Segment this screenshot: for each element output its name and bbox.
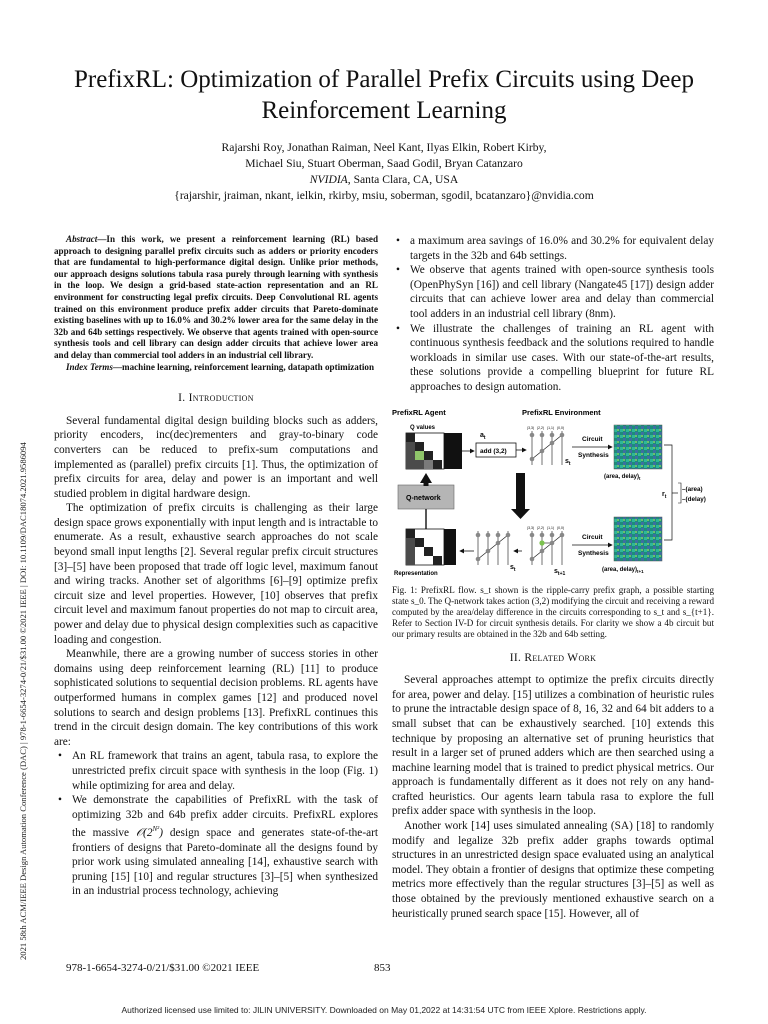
representation-grid: [406, 529, 456, 565]
synthesized-circuit-bottom: [614, 517, 662, 561]
prefix-graph-st1: [527, 526, 565, 577]
transition-arrow-shaft: [516, 473, 525, 511]
author-line-2: Michael Siu, Stuart Oberman, Saad Godil, Bryan Catanzaro: [245, 157, 523, 170]
reward-area: –(area): [682, 485, 703, 493]
figure-caption: Fig. 1: PrefixRL flow. s_t shown is the ripple-carry prefix graph, a possible starting state s_0. The Q-network takes action (3,2) modifying the circuit and receiving a reward computed by the area/delay difference in the circuits corresponding to s_t and s_{t+1}. Refer to Section IV-D for circuit synthesis details. For clarity we show a 4b circuit but our primary results are obtained in the 32b and 64b setting.: [392, 584, 714, 640]
node-label-st1-2: (2,2): [537, 525, 544, 530]
intro-paragraph-2: The optimization of prefix circuits is challenging as their large design space grows exponentially with input length and is intractable to enumerate. As a result, exhaustive search approaches do not scale beyond small input lengths [2]. Several regular prefix circuit structures [3]–[5] have been proposed that trade off logic level, maximum fanout and wiring tracks. Another set of algorithms [6]–[9] optimize prefix circuit size and level properties. However, [10] observes that prefix circuit level and maximum fanout properties do not map to circuit area, power and delay due to physical design complexities such as capacitive loading and congestion.: [54, 502, 378, 646]
representation-label: Representation: [394, 570, 438, 577]
author-block: [60, 140, 708, 204]
q-network-label: Q-network: [406, 494, 441, 502]
state-st1-label: $s_{t+1}$: [554, 567, 566, 577]
affiliation: [60, 172, 708, 188]
complexity-math: [136, 827, 163, 839]
section-heading-related-work: II. Related Work: [509, 651, 597, 664]
reward-symbol: $r_t$: [662, 490, 667, 500]
intro-paragraph-3: Meanwhile, there are a growing number of success stories in other domains using deep reinforcement learning (RL) [11] to produce sophisticated solutions to sequential decision problems. RL agents have outperformed humans in complex games [12] and produced novel solutions to search and design problems [13]. PrefixRL continues this trend in the circuit design domain. The key contributions of this work are:: [54, 648, 378, 748]
author-emails: {rajarshir, jraiman, nkant, ielkin, rkirby, msiu, soberman, sgodil, bcatanzaro}@nvidia.com: [174, 189, 594, 202]
contribution-item-2: [54, 793, 378, 899]
footer-isbn: 978-1-6654-3274-0/21/$31.00 ©2021 IEEE: [66, 962, 260, 974]
q-values-label: Q values: [410, 424, 436, 431]
section-heading-introduction: I. Introduction: [178, 392, 254, 405]
index-terms-label: Index Terms: [66, 361, 113, 372]
environment-heading: PrefixRL Environment: [522, 407, 601, 417]
paper-title: PrefixRL: Optimization of Parallel Prefix Circuits using Deep Reinforcement Learning: [73, 66, 695, 124]
node-label-st1-4: (0,0): [557, 525, 564, 530]
contributions-list-continued: [392, 234, 714, 395]
node-label-st-2: (2,2): [537, 425, 544, 430]
q-values-grid: [406, 433, 462, 469]
circuit-label-bottom: Circuit: [582, 533, 603, 541]
state-st-label: $s_t$: [565, 457, 571, 467]
agent-heading: PrefixRL Agent: [392, 407, 446, 417]
affiliation-location: , Santa Clara, CA, USA: [347, 173, 459, 186]
page-number: 853: [374, 962, 391, 974]
node-label-st-3: (1,1): [547, 425, 554, 430]
contribution-2-text-b: design space and generates state-of-the-art frontiers of designs that Pareto-dominate all the designs found by prior work using simulated annealing [14], exhaustive search with pruning [15] [10] and regular structures [3]–[5] when synthesized in an industrial process technology, achieving: [72, 827, 378, 898]
synthesis-label-top: Synthesis: [578, 451, 609, 459]
synthesis-label-bottom: Synthesis: [578, 549, 609, 557]
area-delay-top: (area, $delay)_t$: [604, 473, 641, 481]
license-notice: Authorized licensed use limited to: JILIN UNIVERSITY. Downloaded on May 01,2022 at 14:31:54 UTC from IEEE Xplore. Restrictions apply.: [121, 1005, 647, 1015]
area-delay-bottom: (area, $delay)_{t+1}$: [602, 566, 644, 574]
affiliation-org: NVIDIA: [309, 173, 348, 186]
prefixrl-flow-diagram: [392, 405, 714, 581]
state-st-label-bottom: $s_t$: [510, 563, 516, 573]
contributions-list: [54, 749, 378, 899]
complexity-base: 𝒪(2: [135, 827, 153, 840]
node-label-st-4: (0,0): [557, 425, 564, 430]
left-column: [54, 234, 378, 899]
node-label-st-1: (3,3): [527, 425, 534, 430]
contribution-item-2-continued: • a maximum area savings of 16.0% and 30.2% for equivalent delay targets in the 32b and 64b settings.: [392, 234, 714, 263]
abstract: [54, 234, 378, 362]
contribution-2-text-a: We demonstrate the capabilities of PrefixRL with the task of optimizing 32b and 64b prefix adder circuits. PrefixRL explores the massive: [72, 794, 378, 840]
related-paragraph-1: Several approaches attempt to optimize the prefix circuits directly for area, power and delay. [15] utilizes a combination of heuristic rules to prune the intractable design space of 8, 16, 32 and 64 bit adders to a small subset that can be exhaustively searched. [10] extends this technique by proposing an alternative set of pruning heuristics that result in a larger set of pruned adders which are then searched using a machine learning model that is trained to predict physical metrics. Our approach is fundamentally different as it does not rely on any hand-crafted heuristics. Our agents learn tabula rasa to explore the full prefix adder space with synthesis in the loop.: [392, 674, 714, 818]
node-label-st1-1: (3,3): [527, 525, 534, 530]
node-label-st1-3: (1,1): [547, 525, 554, 530]
abstract-text: —In this work, we present a reinforcement learning (RL) based approach to designing parallel prefix circuits such as adders or priority encoders that are fundamental to high-performance digital design. Unlike prior methods, our approach designs solutions tabula rasa purely through learning with synthesis in the loop. We design a grid-based state-action representation and an RL environment for constructing legal prefix circuits. Deep Convolutional RL agents trained on this environment produce prefix adder circuits that Pareto-dominate existing baselines with up to 16.0% and 30.2% lower area for the same delay in the 32b and 64b settings respectively. We observe that agents trained with open-source synthesis tools and cell library can design adder circuits that achieve lower area and delay than commercial tool adders in an industrial cell library.: [54, 234, 378, 360]
action-label: add (3,2): [480, 447, 507, 455]
contribution-item-3: • We observe that agents trained with open-source synthesis tools (OpenPhySyn [16]) and cell library (Nangate45 [17]) design adder circuits that can achieve lower area and delay than commercial tool adders in an industrial cell library (8nm).: [392, 263, 714, 321]
right-column: [392, 234, 714, 921]
complexity-exponent: N²: [152, 825, 160, 834]
synthesized-circuit-top: [614, 425, 662, 469]
prefix-graph-st-bottom: [476, 531, 516, 573]
index-terms-text: —machine learning, reinforcement learning, datapath optimization: [112, 361, 375, 372]
related-paragraph-2: Another work [14] uses simulated annealing (SA) [18] to randomly modify and legalize 32b prefix adder graphs towards optimal structures in an unrestricted design space evaluated using an analytical model. They obtain a frontier of designs that optimize these competing metrics more effectively than the regular structures [3]–[5] as well as those obtained by the previously mentioned exhaustive search on a heuristically pruned search space [15]. However, all of: [392, 820, 714, 920]
intro-paragraph-1: Several fundamental digital design building blocks such as adders, priority encoders, inc(dec)rementers and gray-to-binary code converters can be reduced to prefix-sum computations and implemented as (parallel) prefix circuits [1]. Thus, the optimization of prefix circuits for area, delay and power is an important and well studied problem in digital hardware design.: [54, 414, 378, 500]
reward-delay: –(delay): [682, 495, 706, 503]
abstract-label: Abstract: [66, 234, 98, 244]
transition-arrow-head: [511, 509, 530, 519]
figure-prefixrl-flow: [392, 405, 714, 581]
author-line-1: Rajarshi Roy, Jonathan Raiman, Neel Kant, Ilyas Elkin, Robert Kirby,: [221, 141, 547, 154]
contribution-item-4: • We illustrate the challenges of training an RL agent with continuous synthesis feedback and the solutions required to handle workloads in similar use cases. With our state-of-the-art results, these solutions provide a compelling blueprint for future RL approaches to design automation.: [392, 322, 714, 395]
action-symbol: $a_t$: [480, 431, 486, 441]
index-terms: [54, 362, 378, 374]
prefix-graph-st: [527, 426, 571, 467]
contribution-item-1: • An RL framework that trains an agent, tabula rasa, to explore the unrestricted prefix circuit space with synthesis in the loop (Fig. 1) while optimizing for area and delay.: [54, 749, 378, 793]
complexity-close: ): [159, 827, 164, 840]
circuit-label-top: Circuit: [582, 435, 603, 443]
side-doi-text: 2021 58th ACM/IEEE Design Automation Conference (DAC) | 978-1-6654-3274-0/21/$31.00 ©2021 IEEE | DOI: 10.1109/DAC18074.2021.9586094: [18, 442, 28, 960]
